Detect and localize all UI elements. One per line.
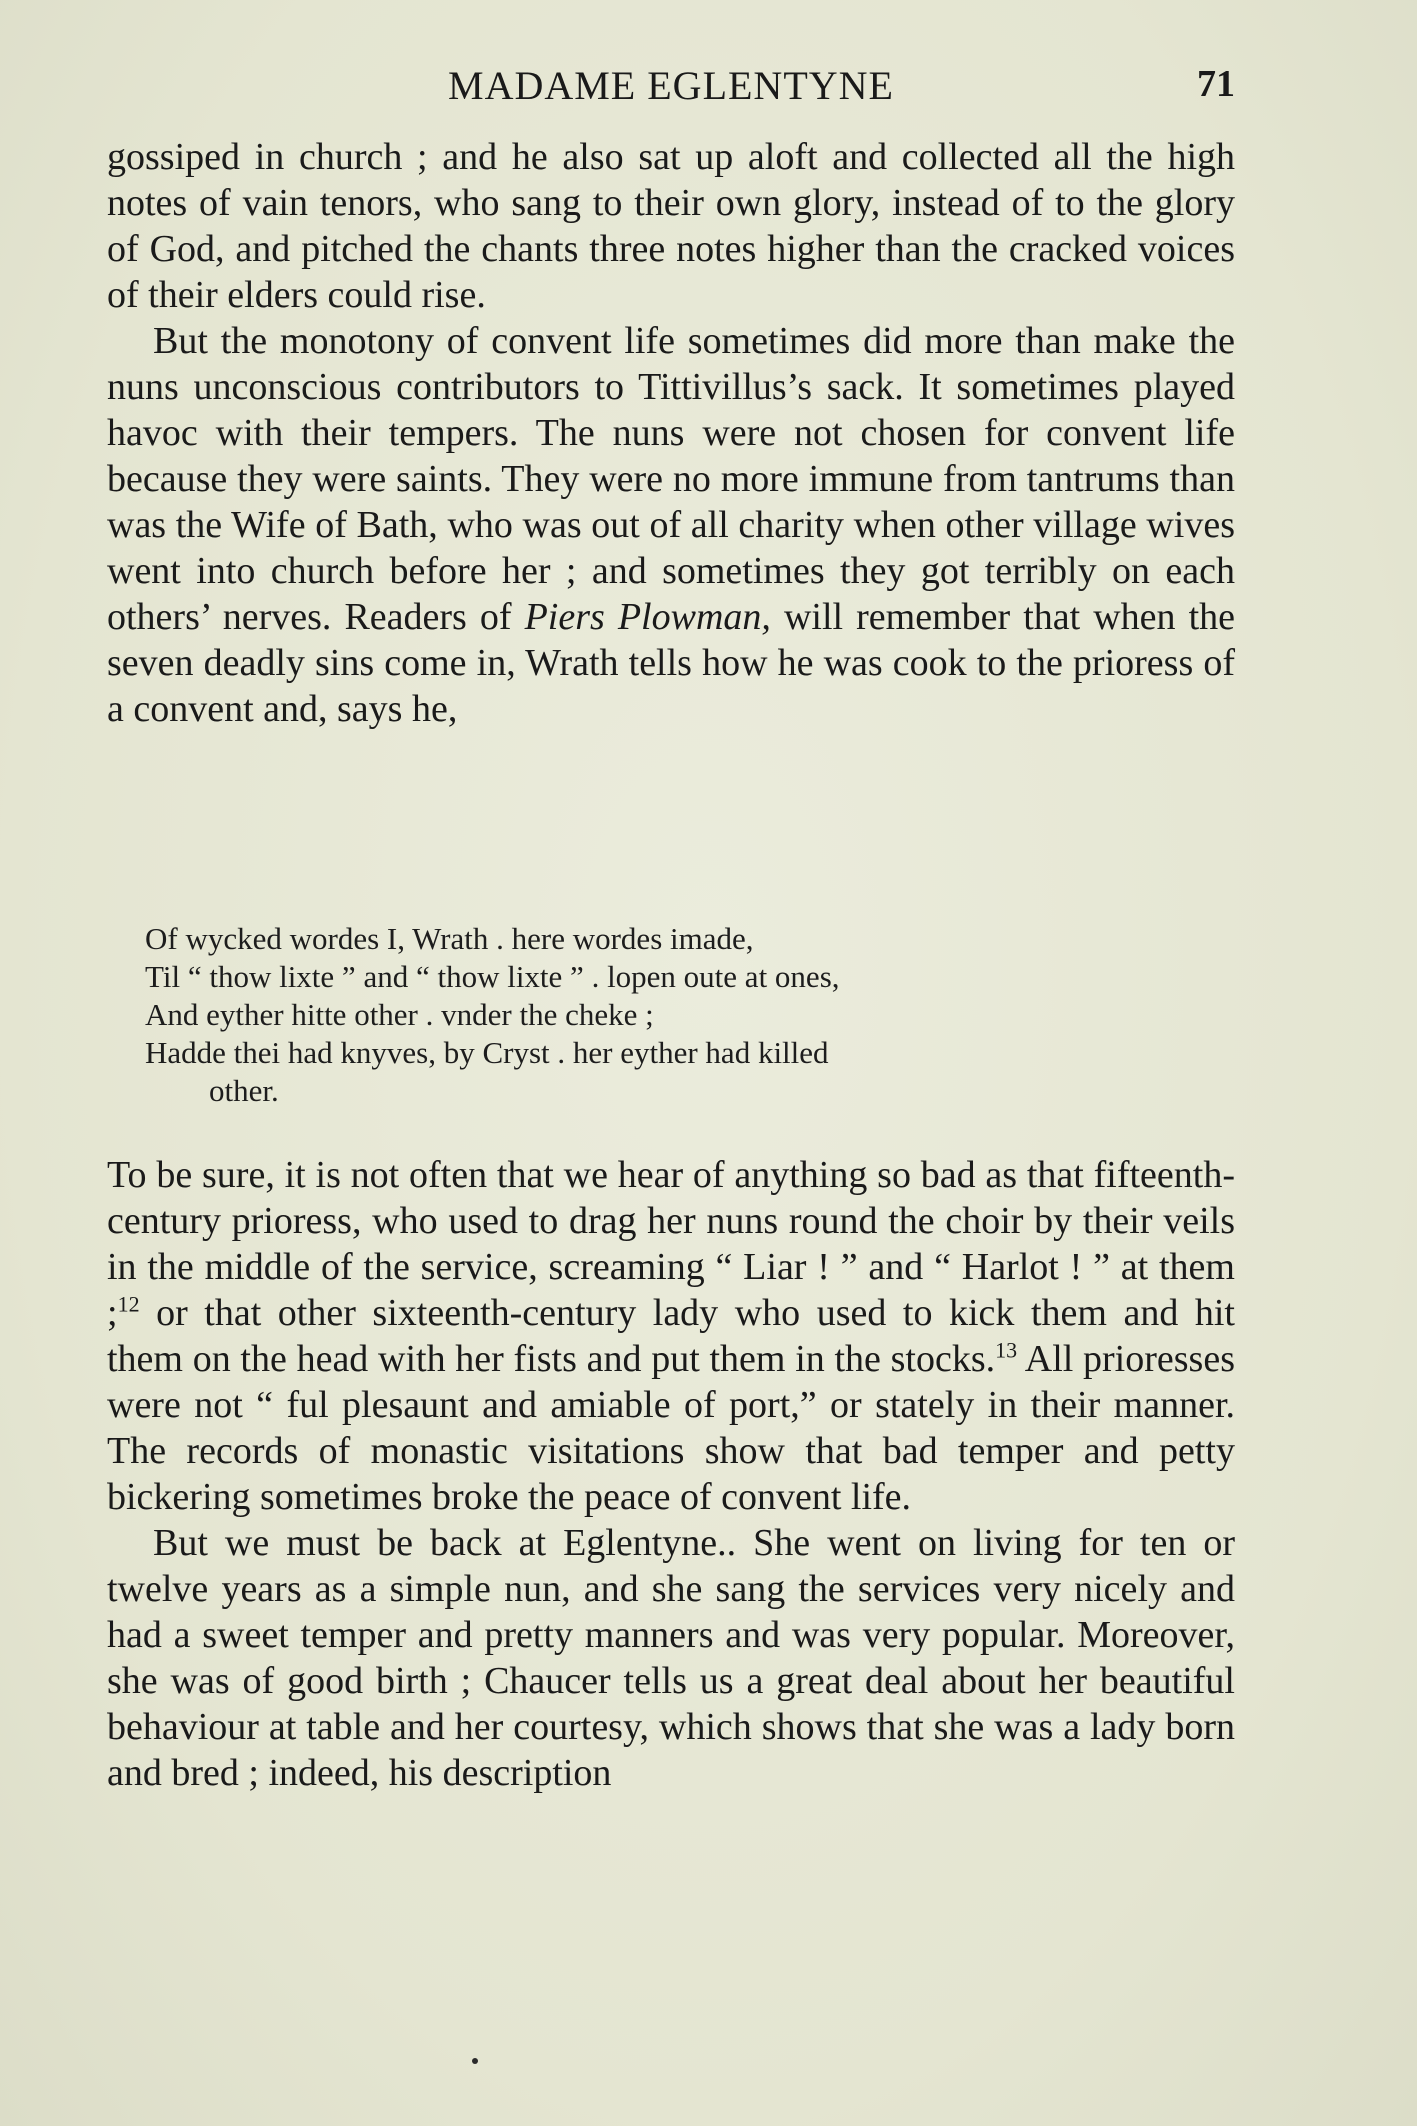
page-blemish	[472, 2058, 478, 2064]
verse-line: And eyther hitte other . vnder the cheke ;	[145, 997, 654, 1032]
paragraph-text: will remember that when the seven deadly sins come in, Wrath tells how he was cook to the prioress of a convent and, says he,	[107, 596, 1235, 730]
verse-quotation	[145, 920, 1205, 1110]
paragraph-monotony	[107, 318, 1235, 732]
verse-line-continuation: other.	[209, 1073, 279, 1108]
body-text-lower	[107, 1152, 1235, 1796]
paragraph-text: or that other sixteenth-century lady who used to kick them and hit them on the head with her fists and put them in the stocks.	[107, 1292, 1235, 1380]
paragraph-eglentyne: But we must be back at Eglentyne.. She went on living for ten or twelve years as a simple nun, and she sang the services very nicely and had a sweet temper and pretty manners and was very popular. Moreover, she was of good birth ; Chaucer tells us a great deal about her beautiful behaviour at table and her courtesy, which shows that she was a lady born and bred ; indeed, his description	[107, 1522, 1235, 1794]
book-title-italic: Piers Plowman,	[524, 596, 771, 638]
paragraph-to-be-sure	[107, 1152, 1235, 1520]
page-header	[107, 62, 1235, 112]
paragraph-text: But the monotony of convent life sometimes did more than make the nuns unconscious contributors to Tittivillus’s sack. It sometimes played havoc with their tempers. The nuns were not chosen for convent life because they were saints. They were no more immune from tantrums than was the Wife of Bath, who was out of all charity when other village wives went into church before her ; and sometimes they got terribly on each others’ nerves. Readers of	[107, 320, 1235, 638]
footnote-marker: 13	[995, 1337, 1018, 1363]
paragraph-text: All prioresses were not “ ful plesaunt and amiable of port,” or stately in their manner. The records of monastic visitations show that bad temper and petty bickering sometimes broke the peace of convent life.	[107, 1338, 1235, 1518]
footnote-marker: 12	[117, 1291, 140, 1317]
verse-line: Hadde thei had knyves, by Cryst . her eyther had killed	[145, 1035, 829, 1070]
verse-line: Til “ thow lixte ” and “ thow lixte ” . lopen oute at ones,	[145, 959, 840, 994]
paragraph-continued: gossiped in church ; and he also sat up aloft and collected all the high notes of vain tenors, who sang to their own glory, instead of to the glory of God, and pitched the chants three notes higher than the cracked voices of their elders could rise.	[107, 136, 1235, 316]
body-text-upper	[107, 134, 1235, 732]
page-number: 71	[1197, 63, 1235, 105]
paragraph-text: To be sure, it is not often that we hear of anything so bad as that fifteenth-century prioress, who used to drag her nuns round the choir by their veils in the middle of the service, screaming “ Liar ! ” and “ Harlot ! ” at them ;	[107, 1154, 1235, 1334]
running-title: MADAME EGLENTYNE	[448, 63, 894, 108]
verse-line: Of wycked wordes I, Wrath . here wordes imade,	[145, 921, 754, 956]
